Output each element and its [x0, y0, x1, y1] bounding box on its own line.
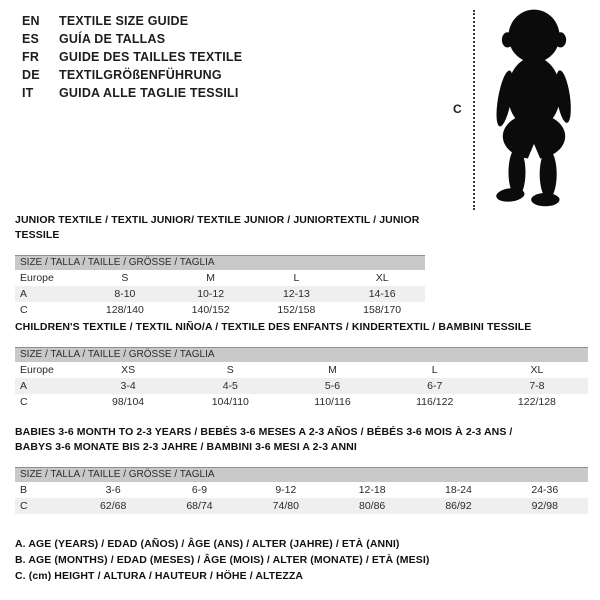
table-row [15, 362, 588, 378]
table-cell: 3-6 [105, 484, 121, 496]
section-title: JUNIOR TEXTILE / TEXTIL JUNIOR/ TEXTILE JUNIOR / JUNIORTEXTIL / JUNIOR TESSILE [15, 214, 420, 241]
height-measure-label: C [453, 102, 462, 116]
row-label: A [20, 288, 28, 300]
table-cell: L [293, 272, 300, 284]
table-cell: 5-6 [324, 380, 341, 392]
table-header-size: SIZE / TALLA / TAILLE / GRÖSSE / TAGLIA [15, 467, 588, 482]
table-row [15, 394, 588, 410]
table-cell: 9-12 [275, 484, 297, 496]
language-title-list [22, 12, 242, 102]
table-cell: 14-16 [368, 288, 396, 300]
section-title-line-2: BABYS 3-6 MONATE BIS 2-3 JAHRE / BAMBINI 3-6 MESI A 2-3 ANNI [15, 441, 357, 453]
table-cell: M [206, 272, 215, 284]
section-title-line-1: BABIES 3-6 MONTH TO 2-3 YEARS / BEBÉS 3-6 MESES A 2-3 AÑOS / BÉBÉS 3-6 MOIS À 2-3 ANS / [15, 426, 513, 438]
language-row-de [22, 66, 242, 84]
row-label: Europe [20, 272, 54, 284]
language-code: ES [22, 32, 40, 46]
table-cell: 18-24 [445, 484, 472, 496]
height-measure-dotted-line [473, 10, 475, 210]
baby-ear-left [502, 32, 513, 47]
table-cell: 12-13 [282, 288, 310, 300]
language-code: DE [22, 68, 40, 82]
table-cell: 68/74 [186, 500, 213, 512]
row-label: Europe [20, 364, 54, 376]
table-cell: 6-9 [191, 484, 208, 496]
table-cell: 12-18 [358, 484, 386, 496]
table-cell: 92/98 [531, 500, 558, 512]
table-cell: 140/152 [191, 304, 230, 316]
table-header-size: SIZE / TALLA / TAILLE / GRÖSSE / TAGLIA [15, 347, 588, 362]
table-cell: 6-7 [427, 380, 443, 392]
language-code: EN [22, 14, 40, 28]
language-title: GUÍA DE TALLAS [59, 32, 166, 46]
measurement-legend [15, 536, 429, 584]
baby-ear-right [555, 32, 566, 47]
language-title: GUIDA ALLE TAGLIE TESSILI [59, 86, 239, 100]
table-cell: XL [375, 272, 389, 284]
table-cell: 104/110 [211, 396, 249, 408]
table-cell: 152/158 [277, 304, 316, 316]
table-cell: 4-5 [222, 380, 238, 392]
baby-leg-right [540, 150, 557, 199]
baby-head [508, 10, 559, 63]
table-cell: 8-10 [114, 288, 136, 300]
row-label: C [20, 396, 28, 408]
table-cell: XL [530, 364, 544, 376]
legend-line-a: A. AGE (YEARS) / EDAD (AÑOS) / ÂGE (ANS) / ALTER (JAHRE) / ETÀ (ANNI) [15, 538, 400, 550]
table-row [15, 482, 588, 498]
table-cell: 116/122 [416, 396, 454, 408]
table-cell: 158/170 [363, 304, 402, 316]
table-row [15, 270, 425, 286]
table-cell: 128/140 [105, 304, 144, 316]
row-label: A [20, 380, 28, 392]
table-cell: L [431, 364, 438, 376]
table-cell: S [226, 364, 234, 376]
legend-line-b: B. AGE (MONTHS) / EDAD (MESES) / ÂGE (MOIS) / ALTER (MONATE) / ETÀ (MESI) [15, 554, 430, 566]
table-row [15, 498, 588, 514]
language-row-es [22, 30, 242, 48]
language-row-en [22, 12, 242, 30]
language-row-it [22, 84, 242, 102]
table-cell: 110/116 [314, 396, 351, 408]
row-label: C [20, 500, 28, 512]
language-title: TEXTILGRÖßENFÜHRUNG [59, 68, 222, 82]
table-cell: 7-8 [529, 380, 545, 392]
language-row-fr [22, 48, 242, 66]
section-childrens-textile [15, 320, 588, 410]
table-header-size: SIZE / TALLA / TAILLE / GRÖSSE / TAGLIA [15, 255, 425, 270]
language-title: GUIDE DES TAILLES TEXTILE [59, 50, 243, 64]
table-cell: 74/80 [272, 500, 299, 512]
table-row [15, 286, 425, 302]
language-code: IT [22, 86, 34, 100]
table-cell: XS [121, 364, 136, 376]
table-cell: M [328, 364, 337, 376]
baby-foot-right [531, 193, 559, 206]
legend-line-c: C. (cm) HEIGHT / ALTURA / HAUTEUR / HÖHE / ALTEZZA [15, 570, 304, 582]
table-cell: S [121, 272, 129, 284]
section-babies-textile [15, 425, 588, 514]
table-cell: 62/68 [100, 500, 127, 512]
table-cell: 80/86 [359, 500, 386, 512]
row-label: B [20, 484, 28, 496]
table-row [15, 302, 425, 318]
table-cell: 98/104 [112, 396, 145, 408]
table-cell: 24-36 [531, 484, 559, 496]
language-code: FR [22, 50, 40, 64]
babies-size-table [15, 467, 588, 514]
table-cell: 3-4 [120, 380, 136, 392]
language-title: TEXTILE SIZE GUIDE [59, 14, 189, 28]
baby-silhouette-image [482, 6, 586, 208]
table-cell: 122/128 [517, 396, 556, 408]
junior-size-table [15, 255, 425, 318]
section-junior-textile [15, 213, 425, 318]
children-size-table [15, 347, 588, 410]
table-row [15, 378, 588, 394]
row-label: C [20, 304, 28, 316]
section-title: CHILDREN'S TEXTILE / TEXTIL NIÑO/A / TEXTILE DES ENFANTS / KINDERTEXTIL / BAMBINI TESSILE [15, 321, 532, 333]
table-cell: 86/92 [445, 500, 472, 512]
table-cell: 10-12 [197, 288, 225, 300]
